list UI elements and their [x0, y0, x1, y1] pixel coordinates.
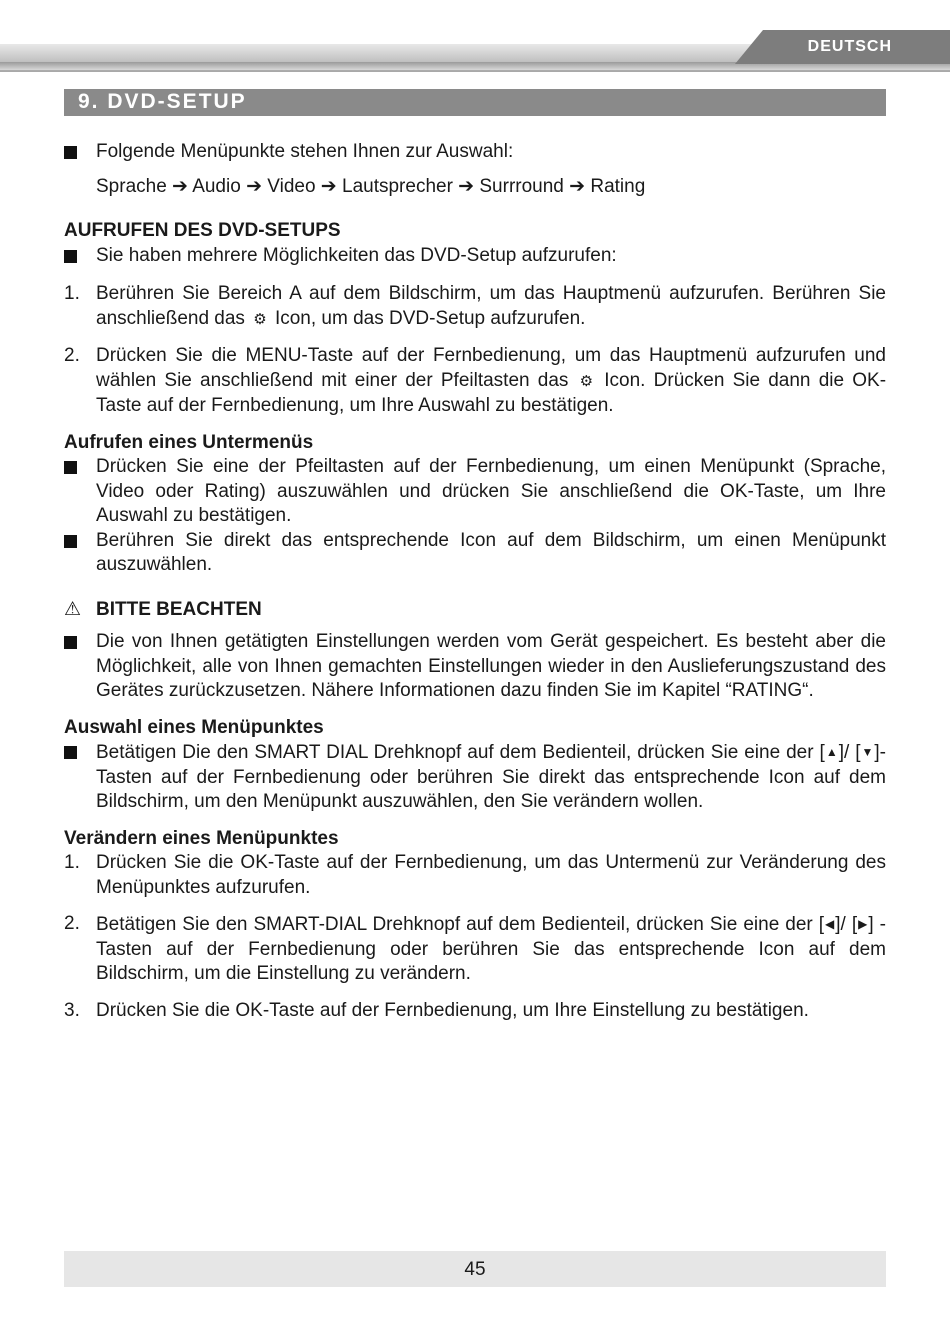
heading-aufrufen: AUFRUFEN DES DVD-SETUPS: [64, 220, 341, 241]
heading-beachten: BITTE BEACHTEN: [96, 598, 262, 620]
aufrufen-step-2: [64, 344, 886, 419]
step-number: 3.: [64, 999, 80, 1021]
veraendern-step3-text: Drücken Sie die OK-Taste auf der Fernbedienung, um Ihre Einstellung zu bestätigen.: [96, 999, 809, 1021]
auswahl-text-c: ]-Tasten auf der Fernbedienung oder berühren Sie direkt das entsprechende Icon auf dem Bildschirm, um den Menüpunkt auszuwählen, den Sie verändern wollen.: [96, 742, 886, 812]
intro-text: Folgende Menüpunkte stehen Ihnen zur Auswahl:: [96, 141, 514, 162]
bullet-square: [64, 535, 77, 548]
step-number: 1.: [64, 852, 80, 873]
auswahl-text-b: ]/ [: [838, 742, 861, 763]
menu-items-line: Sprache ➔ Audio ➔ Video ➔ Lautsprecher ➔ Surrround ➔ Rating: [96, 175, 646, 197]
step-number: 1.: [64, 283, 80, 304]
arrow-up-icon: ▲: [825, 745, 838, 759]
beachten-heading-row: [64, 598, 886, 623]
page-content: [64, 140, 886, 1023]
untermenu-bullet-2-text: Berühren Sie direkt das entsprechende Icon auf dem Bildschirm, um einen Menüpunkt auszuwählen.: [96, 529, 886, 575]
language-label: DEUTSCH: [807, 38, 892, 55]
heading-veraendern: Verändern eines Menüpunktes: [64, 827, 339, 849]
untermenu-bullet-2: [64, 529, 886, 578]
arrow-right-icon: ▶: [858, 917, 868, 931]
aufrufen-bullet-text: Sie haben mehrere Möglichkeiten das DVD-Setup aufzurufen:: [96, 244, 617, 266]
beachten-bullet: [64, 630, 886, 704]
veraendern-step2-text-b: ]/ [: [835, 914, 858, 935]
section-title-bar: [64, 89, 886, 116]
arrow-left-icon: ◀: [825, 917, 835, 931]
bullet-square: [64, 250, 77, 263]
bullet-square: [64, 146, 77, 159]
untermenu-bullet-1: [64, 455, 886, 529]
step1-text-b: Icon, um das DVD-Setup aufzurufen.: [274, 307, 586, 329]
veraendern-step2-text-a: Betätigen Sie den SMART-DIAL Drehknopf auf dem Bedienteil, drücken Sie eine der [: [96, 914, 825, 935]
veraendern-step-2: [64, 912, 886, 987]
step2-text-b: Icon. Drücken Sie dann die OK-Taste auf der Fernbedienung, um Ihre Auswahl zu bestätigen.: [96, 369, 887, 416]
arrow-down-icon: ▼: [861, 745, 874, 759]
beachten-bullet-text: Die von Ihnen getätigten Einstellungen werden vom Gerät gespeichert. Es besteht aber die Möglichkeit, alle von Ihnen gemachten Einstellungen wieder in den Auslieferungszustand des Gerätes zurückzusetzen. Nähere Informationen dazu finden Sie im Kapitel “RATING“.: [96, 631, 886, 701]
veraendern-step1-text: Drücken Sie die OK-Taste auf der Fernbedienung, um das Untermenü zur Veränderung des Menüpunktes aufzurufen.: [96, 852, 886, 898]
step-number: 2.: [64, 345, 80, 366]
aufrufen-step-1: [64, 282, 886, 332]
page-number: 45: [464, 1259, 486, 1280]
setup-wrench-icon: ⚙: [253, 310, 267, 328]
heading-auswahl: Auswahl eines Menüpunktes: [64, 716, 324, 738]
aufrufen-bullet: [64, 244, 886, 271]
footer-bar: [64, 1251, 886, 1287]
bullet-square: [64, 636, 77, 649]
heading-untermenu: Aufrufen eines Untermenüs: [64, 431, 314, 453]
auswahl-bullet: [64, 740, 886, 815]
step-number: 2.: [64, 913, 80, 934]
section-title: 9. DVD-SETUP: [78, 90, 247, 113]
step2-text-a: Drücken Sie die MENU-Taste auf der Fernbedienung, um das Hauptmenü aufzurufen und wählen Sie anschließend mit einer der Pfeiltasten das: [96, 345, 886, 391]
veraendern-step2-text-c: ] - Tasten auf der Fernbedienung oder berühren Sie das entsprechende Icon auf dem Bildschirm, um die Einstellung zu verändern.: [96, 914, 886, 984]
warning-triangle-icon: ⚠: [64, 598, 82, 620]
bullet-square: [64, 461, 77, 474]
auswahl-text-a: Betätigen Die den SMART DIAL Drehknopf auf dem Bedienteil, drücken Sie eine der [: [96, 742, 825, 763]
veraendern-step-3: [64, 999, 886, 1024]
veraendern-step-1: [64, 851, 886, 900]
bullet-square: [64, 746, 77, 759]
setup-wrench-icon: ⚙: [579, 372, 594, 390]
untermenu-bullet-1-text: Drücken Sie eine der Pfeiltasten auf der Fernbedienung, um einen Menüpunkt (Sprache, Video oder Rating) auszuwählen und drücken Sie anschließend die OK-Taste, um Ihre Auswahl zu bestätigen.: [96, 456, 886, 526]
step1-text-a: Berühren Sie Bereich A auf dem Bildschirm, um das Hauptmenü aufzurufen. Berühren Sie anschließend das: [96, 283, 886, 329]
intro-bullet: [64, 140, 886, 167]
